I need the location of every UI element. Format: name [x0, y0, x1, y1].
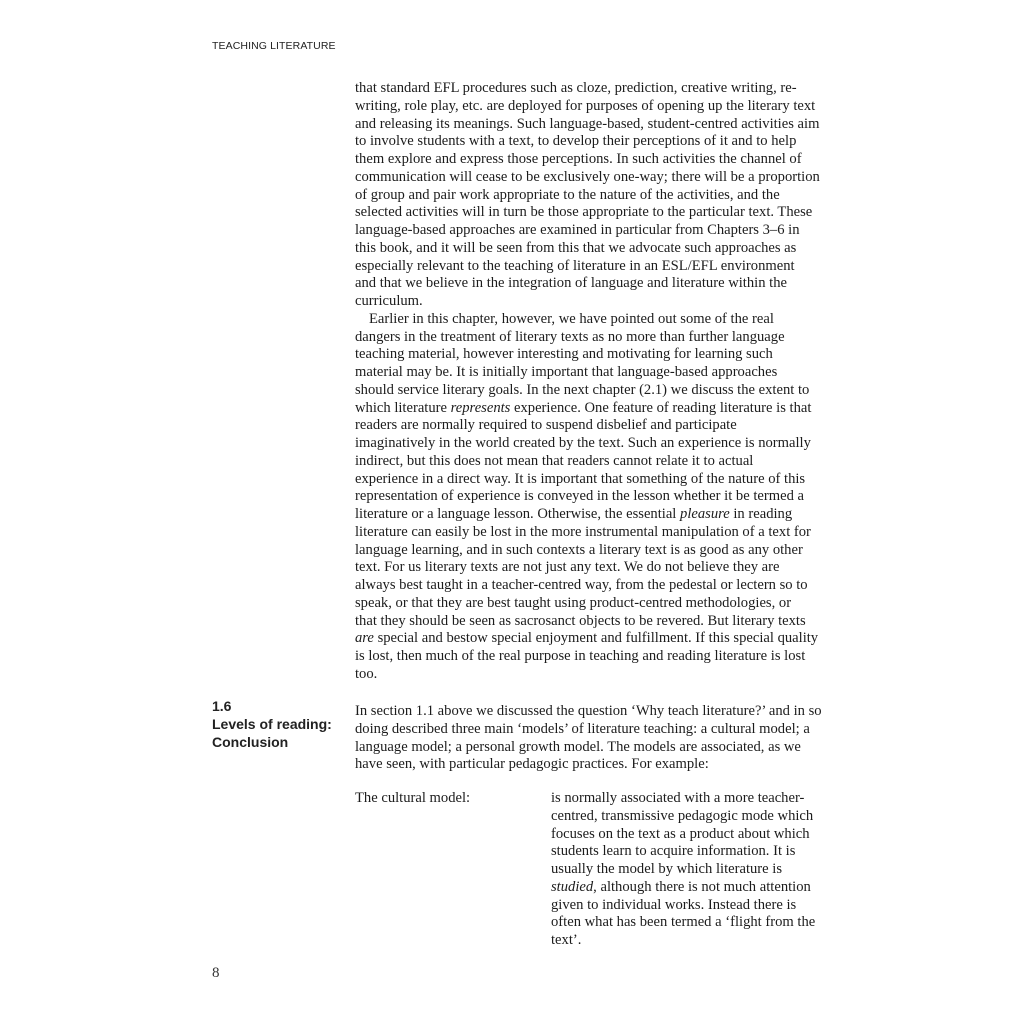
text-line: text’.: [551, 932, 582, 948]
text-line: them explore and express those perceptions. In such activities the channel of: [355, 151, 802, 167]
text-line: focuses on the text as a product about which: [551, 825, 810, 842]
text-line: especially relevant to the teaching of literature in an ESL/EFL environment: [355, 257, 795, 274]
text-run: special and bestow special enjoyment and fulfillment. If this special quality: [373, 630, 819, 647]
text-line: teaching material, however interesting and motivating for learning such: [355, 346, 773, 363]
text-line: material may be. It is initially important that language-based approaches: [355, 364, 778, 380]
section-title-line-2: Conclusion: [212, 734, 289, 750]
running-head: TEACHING LITERATURE: [212, 40, 336, 52]
text-line: representation of experience is conveyed in the lesson whether it be termed a: [355, 488, 804, 505]
text-line: dangers in the treatment of literary texts as no more than further language: [355, 328, 785, 345]
section-number: 1.6: [212, 698, 232, 714]
section-intro: [355, 703, 863, 774]
page-number: 8: [212, 965, 220, 981]
text-line: In section 1.1 above we discussed the question ‘Why teach literature?’ and in so: [355, 703, 822, 719]
emphasis: are: [355, 630, 374, 647]
text-line: [551, 879, 851, 897]
text-line: doing described three main ‘models’ of literature teaching: a cultural model; a: [355, 720, 810, 737]
text-line: experience in a direct way. It is important that something of the nature of this: [355, 470, 806, 487]
text-line: text. For us literary texts are not just any text. We do not believe they are: [355, 559, 780, 576]
text-line: have seen, with particular pedagogic practices. For example:: [355, 756, 709, 773]
text-line: curriculum.: [355, 293, 423, 309]
emphasis: represents: [450, 399, 511, 416]
text-line: usually the model by which literature is: [551, 861, 783, 877]
text-line: [355, 630, 863, 648]
section-title-line-1: Levels of reading:: [212, 716, 332, 732]
text-line: that they should be seen as sacrosanct objects to be revered. But literary texts: [355, 612, 806, 629]
text-line: and releasing its meanings. Such language-based, student-centred activities aim: [355, 115, 820, 132]
text-line: this book, and it will be seen from this that we advocate such approaches as: [355, 239, 797, 256]
text-line: Earlier in this chapter, however, we have pointed out some of the real: [369, 310, 774, 327]
text-line: literature can easily be lost in the more instrumental manipulation of a text for: [355, 523, 811, 540]
text-line: too.: [355, 665, 378, 682]
text-run: literature or a language lesson. Otherwise, the essential: [355, 506, 681, 522]
text-line: centred, transmissive pedagogic mode which: [551, 807, 814, 824]
text-line: imaginatively in the world created by the text. Such an experience is normally: [355, 435, 811, 451]
text-run: experience. One feature of reading literature is that: [510, 399, 812, 416]
text-line: to involve students with a text, to develop their perceptions of it and to help: [355, 133, 797, 150]
text-line: communication will cease to be exclusively one-way; there will be a proportion: [355, 168, 820, 185]
emphasis: pleasure: [680, 506, 730, 522]
paragraph-1: [355, 80, 863, 311]
text-line: [355, 400, 863, 418]
text-line: speak, or that they are best taught using product-centred methodologies, or: [355, 594, 792, 611]
text-line: should service literary goals. In the next chapter (2.1) we discuss the extent to: [355, 381, 810, 398]
text-run: , although there is not much attention: [593, 878, 811, 895]
text-line: given to individual works. Instead there is: [551, 896, 797, 913]
emphasis: studied: [551, 878, 594, 895]
text-line: indirect, but this does not mean that readers cannot relate it to actual: [355, 452, 754, 469]
text-line: is lost, then much of the real purpose in teaching and reading literature is lost: [355, 648, 806, 664]
definition-description: [551, 790, 851, 950]
text-run: which literature: [355, 399, 451, 416]
text-line: students learn to acquire information. It is: [551, 843, 796, 860]
text-run: in reading: [729, 506, 793, 522]
text-line: language-based approaches are examined in particular from Chapters 3–6 in: [355, 222, 800, 238]
text-line: language learning, and in such contexts a literary text is as good as any other: [355, 541, 803, 558]
text-line: writing, role play, etc. are deployed for purposes of opening up the literary text: [355, 97, 816, 114]
text-line: always best taught in a teacher-centred way, from the pedestal or lectern so to: [355, 577, 808, 593]
text-line: and that we believe in the integration of language and literature within the: [355, 275, 787, 292]
section-heading: [212, 697, 332, 751]
definition-term: The cultural model:: [355, 790, 471, 806]
text-line: language model; a personal growth model. The models are associated, as we: [355, 738, 801, 755]
text-line: readers are normally required to suspend disbelief and participate: [355, 417, 737, 434]
continuation-text: [355, 80, 863, 684]
text-line: selected activities will in turn be those appropriate to the particular text. These: [355, 204, 813, 221]
text-line: is normally associated with a more teacher-: [551, 790, 805, 806]
text-line: often what has been termed a ‘flight from the: [551, 914, 816, 931]
text-line: that standard EFL procedures such as cloze, prediction, creative writing, re-: [355, 80, 797, 96]
text-line: of group and pair work appropriate to the nature of the activities, and the: [355, 186, 780, 203]
paragraph-2: [355, 311, 863, 684]
text-line: [355, 506, 863, 524]
